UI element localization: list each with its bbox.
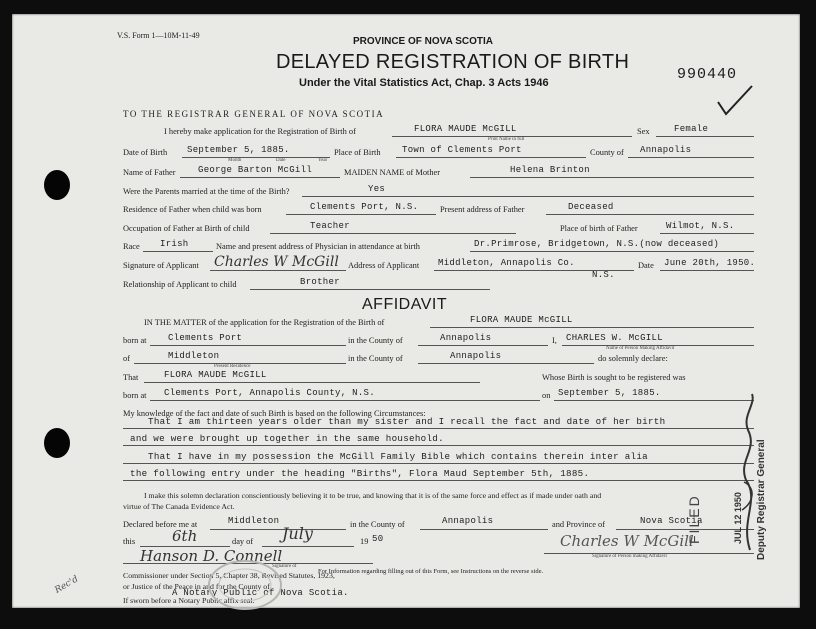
affidavit-child-name: FLORA MAUDE McGILL <box>470 315 573 325</box>
declared-place: Middleton <box>228 516 280 526</box>
declared-county: Annapolis <box>442 516 494 526</box>
registrar-signature-icon <box>736 390 766 554</box>
registrar-stamp: Deputy Registrar General <box>756 439 767 560</box>
dob-date-hint: Date <box>276 158 286 163</box>
declare-label: do solemnly declare: <box>598 354 668 363</box>
race-label: Race <box>123 242 140 251</box>
address-label: Address of Applicant <box>348 261 420 270</box>
form-number-label: V.S. Form 1—10M-11-49 <box>117 31 200 40</box>
county-value: Annapolis <box>640 145 692 155</box>
notary-typed: A Notary Public of Nova Scotia. <box>172 588 349 598</box>
registration-number: 990440 <box>677 66 738 83</box>
page-title: DELAYED REGISTRATION OF BIRTH <box>276 51 630 73</box>
born-county-label: in the County of <box>348 336 403 345</box>
place-value: Town of Clements Port <box>402 145 522 155</box>
deponent-name: CHARLES W. McGILL <box>566 333 663 343</box>
born-at-label: born at <box>123 336 147 345</box>
notary-hint: If sworn before a Notary Public affix seal. <box>123 596 255 605</box>
residence-label: Residence of Father when child was born <box>123 205 262 214</box>
relationship-value: Brother <box>300 277 340 287</box>
dob-month-hint: Month <box>228 158 242 163</box>
declared-label: Declared before me at <box>123 520 198 529</box>
relationship-label: Relationship of Applicant to child <box>123 280 237 289</box>
married-value: Yes <box>368 184 386 194</box>
father-value: George Barton McGill <box>198 165 313 175</box>
physician-label: Name and present address of Physician in attendance at birth <box>216 242 420 251</box>
declared-county-label: in the County of <box>350 520 405 529</box>
addressee-line: TO THE REGISTRAR GENERAL OF NOVA SCOTIA <box>123 109 385 119</box>
father-birth-label: Place of birth of Father <box>560 224 638 233</box>
address-value: Middleton, Annapolis Co. <box>438 258 575 268</box>
of-label: of <box>123 354 130 363</box>
declared-province: Nova Scotia <box>640 516 703 526</box>
province-header: PROVINCE OF NOVA SCOTIA <box>353 36 494 47</box>
born-county-value: Annapolis <box>440 333 492 343</box>
deponent-signature: Charles W McGill <box>560 532 694 550</box>
filed-date-stamp: JUL 12 1950 <box>733 492 743 544</box>
check-mark-icon <box>714 84 754 116</box>
born-at-value-2: Clements Port, Annapolis County, N.S. <box>164 388 375 398</box>
dob-label: Date of Birth <box>123 148 168 157</box>
present-residence-hint: Present Residence <box>214 364 251 369</box>
child-name: FLORA MAUDE McGILL <box>414 124 517 134</box>
year-prefix: 19 <box>360 537 369 546</box>
commissioner-signature: Hanson D. Connell <box>140 547 283 565</box>
father-label: Name of Father <box>123 168 176 177</box>
signature-label: Signature of Applicant <box>123 261 199 270</box>
present-father-label: Present address of Father <box>440 205 525 214</box>
address-value-2: N.S. <box>592 270 615 280</box>
deponent-prefix: I, <box>552 336 557 345</box>
sex-label: Sex <box>637 127 650 136</box>
deponent-sig-hint: Signature of Person making Affidavit <box>592 554 667 559</box>
father-birth-value: Wilmot, N.S. <box>666 221 735 231</box>
punch-hole <box>44 170 70 200</box>
declared-day: 6th <box>172 527 198 545</box>
born-at-value: Clements Port <box>168 333 243 343</box>
declared-month: July <box>282 524 313 543</box>
sex-value: Female <box>674 124 709 134</box>
commissioner-sig-hint: Signature of <box>272 564 297 569</box>
solemn-declaration: I make this solemn declaration conscientiously believing it to be true, and knowing that it is of the same force and effect as if made under oath and <box>144 491 602 500</box>
occupation-label: Occupation of Father at Birth of child <box>123 224 250 233</box>
commissioner-line-1: Commissioner under Section 5, Chapter 38, Revised Statutes, 1923, <box>123 571 335 580</box>
affidavit-heading: AFFIDAVIT <box>362 296 448 313</box>
of-place: Middleton <box>168 351 220 361</box>
race-value: Irish <box>160 239 189 249</box>
present-father-value: Deceased <box>568 202 614 212</box>
commissioner-line-2: or Justice of the Peace in and for the County of <box>123 582 270 591</box>
page-subtitle: Under the Vital Statistics Act, Chap. 3 Acts 1946 <box>299 77 549 89</box>
matter-label: IN THE MATTER of the application for the Registration of the Birth of <box>144 318 385 327</box>
name-hint: Print Name in full <box>488 137 525 142</box>
place-label: Place of Birth <box>334 148 381 157</box>
notary-seal-icon <box>205 555 285 611</box>
dob-year-hint: Year <box>318 158 328 163</box>
physician-value: Dr.Primrose, Bridgetown, N.S.(now deceased) <box>474 239 720 249</box>
of-county-label: in the County of <box>348 354 403 363</box>
apply-label: I hereby make application for the Registration of Birth of <box>164 127 356 136</box>
punch-hole <box>44 428 70 458</box>
mother-value: Helena Brinton <box>510 165 590 175</box>
footer-note: For Information regarding filling out of this Form, see Instructions on the reverse side. <box>318 568 544 575</box>
province-label: and Province of <box>552 520 606 529</box>
date-value: June 20th, 1950. <box>664 258 756 268</box>
applicant-signature: Charles W McGill <box>214 254 339 270</box>
deponent-hint: Name of Person Making Affidavit <box>606 346 675 351</box>
declared-year: 50 <box>372 534 384 544</box>
dob-value: September 5, 1885. <box>187 145 290 155</box>
circumstance-line: That I have in my possession the McGill Family Bible which contains therein inter alia <box>148 451 648 462</box>
circumstance-line: the following entry under the heading "Births", Flora Maud September 5th, 1885. <box>130 468 590 479</box>
day-of-label: day of <box>232 537 254 546</box>
whose-label: Whose Birth is sought to be registered was <box>542 373 686 382</box>
circumstance-line: That I am thirteen years older than my sister and I recall the fact and date of her birth <box>148 416 666 427</box>
maiden-label: MAIDEN NAME of Mother <box>344 168 441 177</box>
on-label: on <box>542 391 551 400</box>
that-label: That <box>123 373 139 382</box>
solemn-declaration-2: virtue of The Canada Evidence Act. <box>123 502 235 511</box>
circumstance-line: and we were brought up together in the same household. <box>130 433 444 444</box>
on-date: September 5, 1885. <box>558 388 661 398</box>
married-label: Were the Parents married at the time of the Birth? <box>123 187 290 196</box>
born-at-label-2: born at <box>123 391 147 400</box>
this-label: this <box>123 537 136 546</box>
county-label: County of <box>590 148 624 157</box>
filed-stamp: FILED <box>686 494 702 544</box>
date-label: Date <box>638 261 654 270</box>
residence-value: Clements Port, N.S. <box>310 202 419 212</box>
that-name: FLORA MAUDE McGILL <box>164 370 267 380</box>
knowledge-label: My knowledge of the fact and date of such Birth is based on the following Circumstances: <box>123 409 426 418</box>
occupation-value: Teacher <box>310 221 350 231</box>
margin-note: Rec'd <box>53 574 81 596</box>
of-county: Annapolis <box>450 351 502 361</box>
